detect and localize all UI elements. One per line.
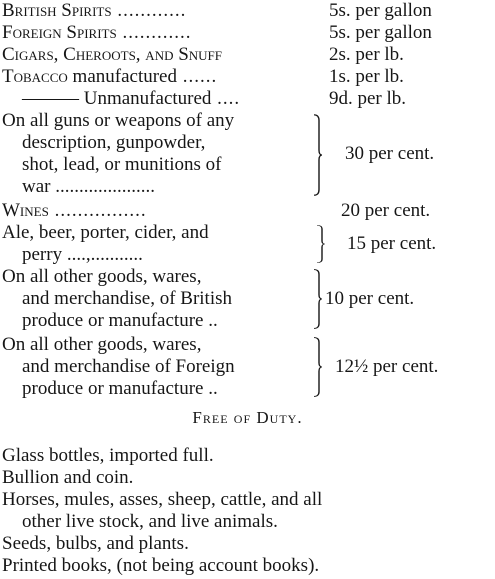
dot-leader: ................ (48, 200, 147, 221)
group-line: war ..................... (22, 176, 155, 197)
rate-value: 12½ per cent. (335, 356, 439, 377)
item-detail: ——— Unmanufactured (22, 88, 212, 109)
rate-value: 9d. per lb. (329, 88, 407, 109)
duty-group-guns (0, 110, 495, 198)
rate-value: 5s. per gallon (329, 22, 432, 43)
duty-group-british-goods (0, 266, 495, 332)
dot-leader: .... (211, 88, 241, 109)
rate-value: 5s. per gallon (329, 0, 432, 21)
rate-value: 10 per cent. (325, 288, 415, 309)
group-line: description, gunpowder, (22, 132, 206, 153)
item-name: Cigars, Cheroots, and Snuff (2, 44, 223, 65)
group-line: perry ....,........... (22, 244, 143, 265)
group-line: produce or manufacture .. (22, 378, 218, 399)
rate-value: 20 per cent. (341, 200, 431, 221)
rate-value: 15 per cent. (347, 233, 437, 254)
dot-leader: ............ (116, 22, 192, 43)
group-line: and merchandise of Foreign (22, 356, 235, 377)
free-item: Bullion and coin. (2, 467, 134, 488)
free-item: Horses, mules, asses, sheep, cattle, and all (2, 489, 323, 510)
item-name: British Spirits (2, 0, 112, 21)
dot-leader: ............ (111, 0, 187, 21)
dot-leader: ...... (177, 66, 218, 87)
group-line: On all other goods, wares, (2, 334, 202, 355)
free-item: Seeds, bulbs, and plants. (2, 533, 189, 554)
free-item: other live stock, and live animals. (22, 511, 278, 532)
brace-icon (314, 269, 322, 329)
duty-group-ale (0, 222, 495, 266)
group-line: Ale, beer, porter, cider, and (2, 222, 209, 243)
group-line: On all guns or weapons of any (2, 110, 235, 131)
rate-value: 30 per cent. (345, 143, 435, 164)
group-line: On all other goods, wares, (2, 266, 202, 287)
section-heading: Free of Duty. (192, 408, 303, 427)
brace-icon (314, 114, 322, 196)
rate-value: 1s. per lb. (329, 66, 404, 87)
item-detail: manufactured (67, 66, 177, 87)
free-item: Printed books, (not being account books). (2, 555, 320, 576)
rate-value: 2s. per lb. (329, 44, 404, 65)
group-line: and merchandise, of British (22, 288, 233, 309)
brace-icon (314, 337, 322, 397)
brace-icon (317, 225, 325, 263)
free-item: Glass bottles, imported full. (2, 445, 214, 466)
item-name: Wines (2, 200, 49, 221)
group-line: produce or manufacture .. (22, 310, 218, 331)
group-line: shot, lead, or munitions of (22, 154, 222, 175)
item-name: Foreign Spirits (2, 22, 117, 43)
item-name: Tobacco (2, 66, 68, 87)
duty-group-foreign-goods (0, 334, 495, 400)
